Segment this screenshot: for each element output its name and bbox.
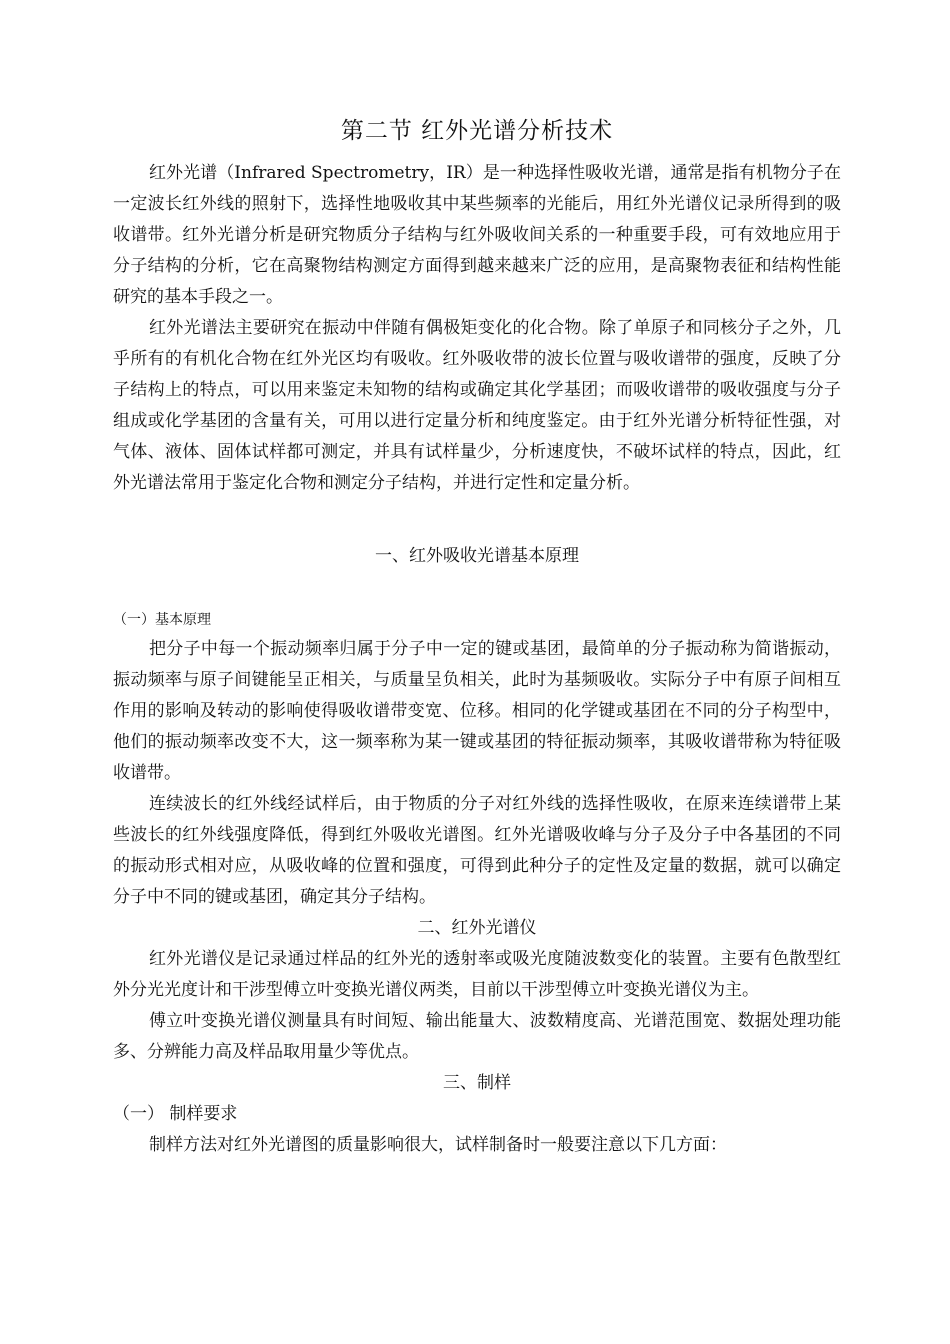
section-2-paragraph-1: 红外光谱仪是记录通过样品的红外光的透射率或吸光度随波数变化的装置。主要有色散型红外分光光度计和干涉型傅立叶变换光谱仪两类，目前以干涉型傅立叶变换光谱仪为主。 (113, 949, 841, 1000)
page-title: 第二节 红外光谱分析技术 (340, 118, 614, 144)
section-1-paragraph-2: 连续波长的红外线经试样后，由于物质的分子对红外线的选择性吸收，在原来连续谱带上某些波长的红外线强度降低，得到红外吸收光谱图。红外光谱吸收峰与分子及分子中各基团的不同的振动形式相对应，从吸收峰的位置和强度，可得到此种分子的定性及定量的数据，就可以确定分子中不同的键或基团，确定其分子结构。 (113, 794, 841, 907)
document-page (113, 112, 841, 1161)
spacer (113, 499, 841, 541)
spacer (113, 572, 841, 606)
section-1-subheading: （一）基本原理 (113, 612, 211, 628)
section-3-subheading: （一） 制样要求 (113, 1104, 238, 1124)
section-1-paragraph-1: 把分子中每一个振动频率归属于分子中一定的键或基团，最简单的分子振动称为简谐振动，振动频率与原子间键能呈正相关，与质量呈负相关，此时为基频吸收。实际分子中有原子间相互作用的影响及转动的影响使得吸收谱带变宽、位移。相同的化学键或基团在不同的分子构型中，他们的振动频率改变不大，这一频率称为某一键或基团的特征振动频率，其吸收谱带称为特征吸收谱带。 (113, 639, 841, 783)
section-3-paragraph-1: 制样方法对红外光谱图的质量影响很大，试样制备时一般要注意以下几方面： (149, 1135, 727, 1155)
section-2-paragraph-2: 傅立叶变换光谱仪测量具有时间短、输出能量大、波数精度高、光谱范围宽、数据处理功能多、分辨能力高及样品取用量少等优点。 (113, 1011, 841, 1062)
section-2-heading: 二、红外光谱仪 (417, 918, 537, 938)
intro-paragraph-2: 红外光谱法主要研究在振动中伴随有偶极矩变化的化合物。除了单原子和同核分子之外，几乎所有的有机化合物在红外光区均有吸收。红外吸收带的波长位置与吸收谱带的强度，反映了分子结构上的特点，可以用来鉴定未知物的结构或确定其化学基团；而吸收谱带的吸收强度与分子组成或化学基团的含量有关，可用以进行定量分析和纯度鉴定。由于红外光谱分析特征性强，对气体、液体、固体试样都可测定，并具有试样量少，分析速度快，不破坏试样的特点，因此，红外光谱法常用于鉴定化合物和测定分子结构，并进行定性和定量分析。 (113, 318, 841, 493)
section-3-heading: 三、制样 (443, 1073, 511, 1093)
intro-paragraph-1: 红外光谱（Infrared Spectrometry，IR）是一种选择性吸收光谱，通常是指有机物分子在一定波长红外线的照射下，选择性地吸收其中某些频率的光能后，用红外光谱仪记录所得到的吸收谱带。红外光谱分析是研究物质分子结构与红外吸收间关系的一种重要手段，可有效地应用于分子结构的分析，它在高聚物结构测定方面得到越来越来广泛的应用，是高聚物表征和结构性能研究的基本手段之一。 (113, 163, 841, 307)
section-1-heading: 一、红外吸收光谱基本原理 (375, 546, 579, 566)
